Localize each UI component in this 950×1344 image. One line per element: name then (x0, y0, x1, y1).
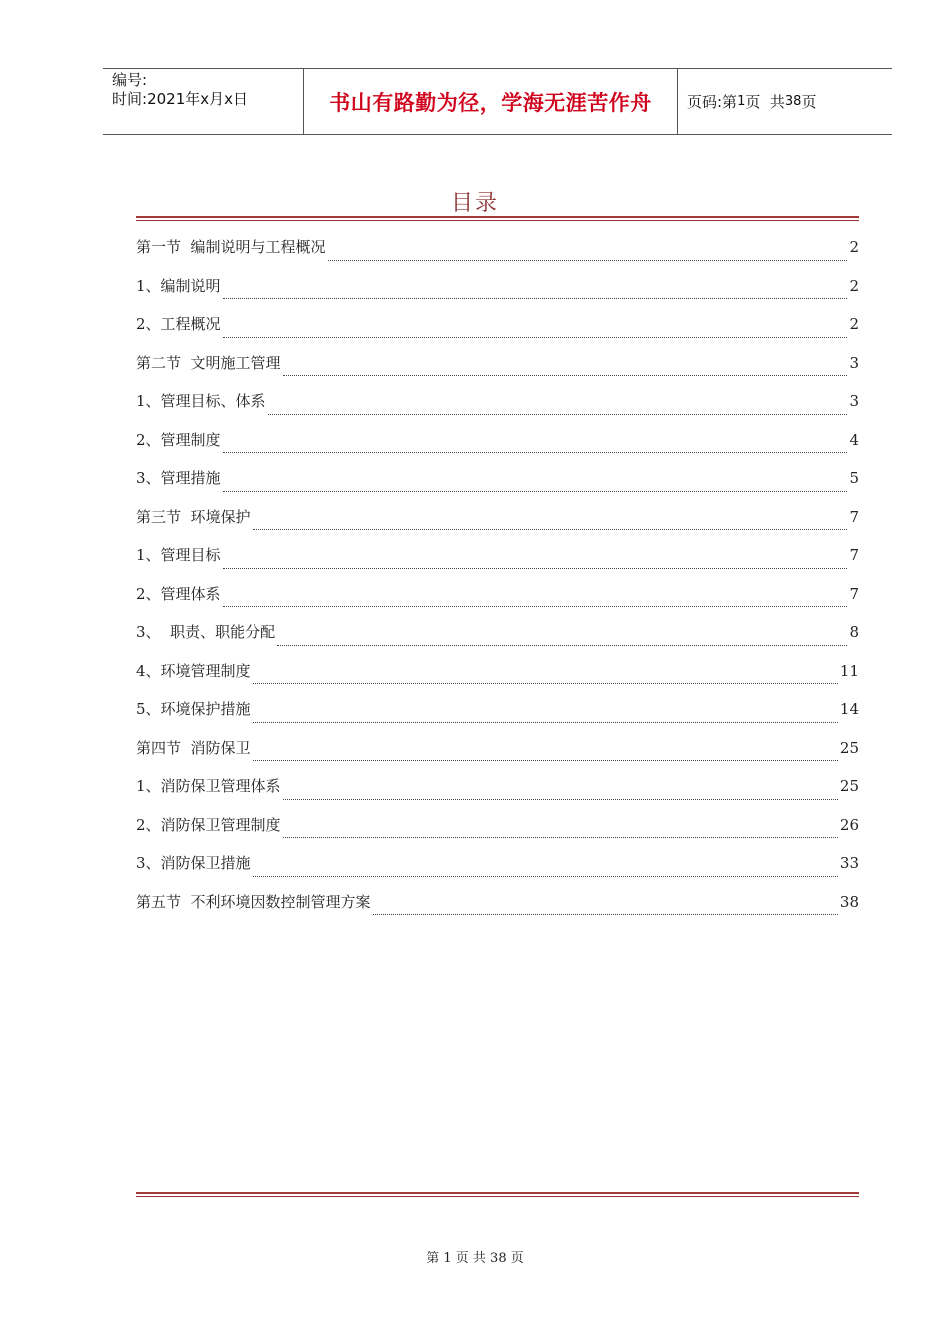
toc-entry-label: 第五节 不利环境因数控制管理方案 (136, 892, 371, 911)
toc-entry-page: 2 (849, 238, 859, 256)
toc-leader-dots (283, 836, 838, 838)
toc-leader-dots (223, 451, 848, 453)
toc-entry-label: 4、环境管理制度 (136, 661, 251, 680)
toc-entry[interactable] (136, 390, 859, 429)
page-mid: 页 共 (745, 93, 785, 111)
toc-leader-dots (223, 297, 848, 299)
toc-entry[interactable] (136, 236, 859, 275)
toc-entry-label: 5、环境保护措施 (136, 700, 251, 718)
toc-entry-page: 5 (849, 469, 859, 487)
toc-entry-page: 7 (849, 546, 859, 564)
toc-entry-label: 2、管理制度 (136, 430, 221, 449)
toc-entry-label: 1、消防保卫管理体系 (136, 777, 281, 795)
toc-leader-dots (223, 567, 848, 569)
toc-entry-label: 3、 职责、职能分配 (136, 623, 276, 641)
toc-entry-label: 2、消防保卫管理制度 (136, 815, 281, 834)
toc-entry[interactable] (136, 275, 859, 314)
toc-entry-page: 33 (839, 854, 859, 872)
toc-leader-dots (223, 336, 848, 338)
toc-leader-dots (268, 413, 848, 415)
toc-entry-page: 25 (839, 738, 859, 757)
toc-entry-page: 25 (839, 777, 859, 795)
toc-leader-dots (277, 644, 847, 646)
bottom-divider (136, 1192, 859, 1197)
page-end: 页 (801, 93, 817, 111)
toc-entry-page: 3 (849, 353, 859, 372)
toc-title: 目录 (450, 191, 499, 216)
toc-entry[interactable] (136, 583, 859, 622)
toc-entry-label: 1、管理目标 (136, 546, 221, 564)
toc-entry-label: 第四节 消防保卫 (136, 738, 251, 757)
toc-entry[interactable] (136, 891, 859, 930)
header-table (103, 68, 892, 135)
toc-entry-page: 8 (849, 623, 859, 641)
toc-leader-dots (223, 490, 848, 492)
time-label: 时间: (112, 90, 148, 108)
toc-entry-label: 3、管理措施 (136, 469, 221, 487)
toc-leader-dots (283, 798, 838, 800)
toc-entry-label: 第三节 环境保护 (136, 507, 251, 526)
toc-entry-page: 7 (849, 507, 859, 526)
toc-entry-label: 第二节 文明施工管理 (136, 353, 281, 372)
toc-entry[interactable] (136, 775, 859, 814)
top-divider (136, 216, 859, 221)
toc-leader-dots (253, 528, 848, 530)
toc-entry[interactable] (136, 467, 859, 506)
toc-entry-page: 7 (849, 584, 859, 603)
toc-leader-dots (253, 875, 838, 877)
toc-entry[interactable] (136, 698, 859, 737)
toc-entry[interactable] (136, 737, 859, 776)
toc-leader-dots (328, 259, 848, 261)
time-line (112, 90, 303, 109)
toc-leader-dots (253, 682, 838, 684)
toc-entry-page: 11 (839, 661, 859, 680)
page-total: 38 (784, 94, 802, 109)
toc-entry-page: 2 (849, 276, 859, 295)
number-label: 编号: (112, 71, 148, 89)
toc-entry-page: 4 (849, 430, 859, 449)
toc-entry[interactable] (136, 544, 859, 583)
time-rest: 年x月x日 (185, 90, 249, 108)
toc-entry[interactable] (136, 429, 859, 468)
toc-entry-page: 2 (849, 315, 859, 333)
toc-entry-label: 1、编制说明 (136, 276, 221, 295)
toc-entry[interactable] (136, 660, 859, 699)
header-meta-cell (103, 69, 304, 134)
toc-entry[interactable] (136, 852, 859, 891)
time-year: 2021 (147, 90, 186, 108)
page-label: 页码:第 (687, 93, 738, 111)
toc-entry-page: 38 (839, 892, 859, 911)
toc-leader-dots (373, 913, 838, 915)
footer-page-number: 第 1 页 共 38 页 (426, 1251, 524, 1266)
page-current: 1 (737, 94, 746, 109)
toc-leader-dots (283, 374, 848, 376)
toc-entry[interactable] (136, 814, 859, 853)
toc-entry-label: 第一节 编制说明与工程概况 (136, 238, 326, 256)
toc-entry-label: 3、消防保卫措施 (136, 854, 251, 872)
header-page-cell (678, 69, 892, 134)
toc-entry[interactable] (136, 313, 859, 352)
toc-entry-label: 2、管理体系 (136, 584, 221, 603)
toc-entry[interactable] (136, 352, 859, 391)
toc-entry-label: 2、工程概况 (136, 315, 221, 333)
toc-entry-page: 3 (849, 392, 859, 410)
motto: 书山有路勤为径，学海无涯苦作舟 (304, 69, 678, 134)
toc-entry[interactable] (136, 506, 859, 545)
toc-leader-dots (253, 721, 838, 723)
toc-entry-label: 1、管理目标、体系 (136, 392, 266, 410)
toc-leader-dots (253, 759, 838, 761)
toc-entry-page: 14 (839, 700, 859, 718)
toc-list (136, 236, 859, 929)
toc-entry-page: 26 (839, 815, 859, 834)
toc-leader-dots (223, 605, 848, 607)
toc-entry[interactable] (136, 621, 859, 660)
